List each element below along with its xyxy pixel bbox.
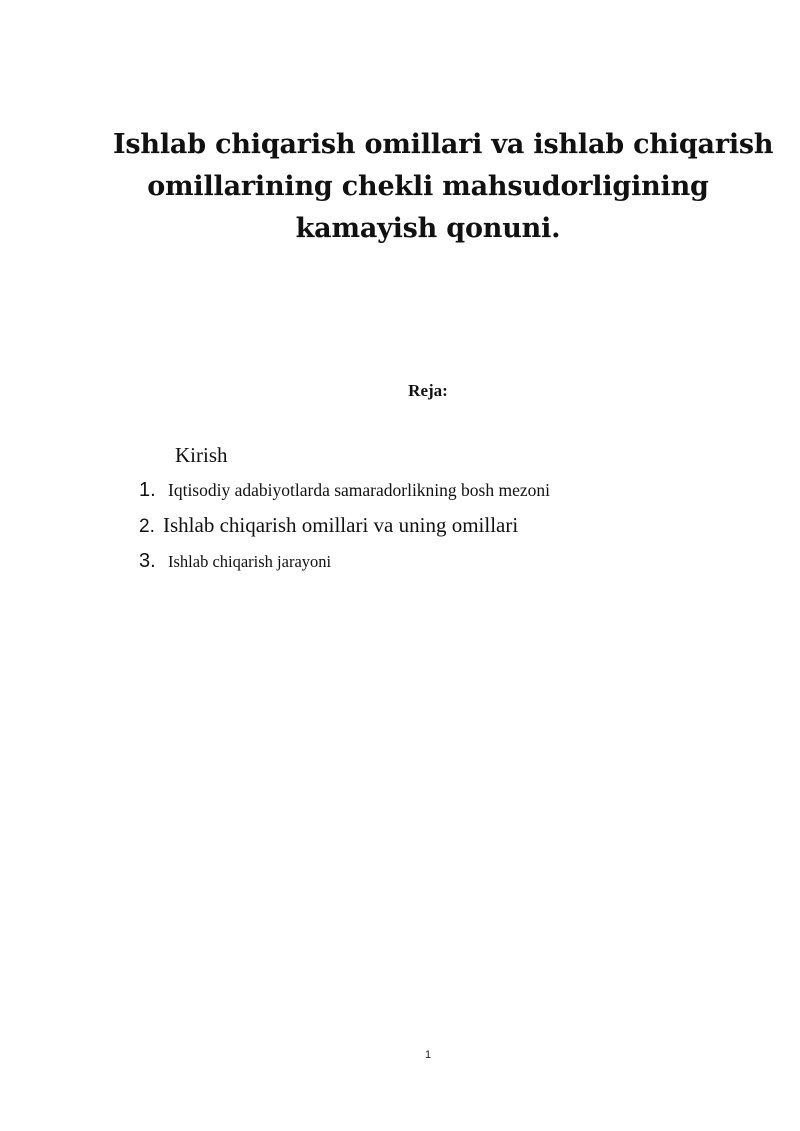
introduction-item: Kirish [175, 443, 228, 467]
title-line-2: omillarining chekli mahsudorligining [147, 171, 709, 202]
plan-item-text: Ishlab chiqarish jarayoni [168, 552, 332, 571]
document-title [113, 124, 774, 250]
plan-list-item [139, 550, 331, 573]
plan-item-number: 1. [139, 479, 156, 501]
plan-item-number: 2. [139, 516, 155, 537]
page-number: 1 [424, 1049, 432, 1061]
plan-item-text: Iqtisodiy adabiyotlarda samaradorlikning bosh mezoni [168, 480, 550, 500]
plan-item-number: 3. [139, 550, 156, 572]
plan-item-text: Ishlab chiqarish omillari va uning omillari [163, 513, 519, 537]
plan-heading: Reja: [408, 381, 448, 400]
title-line-1: Ishlab chiqarish omillari va ishlab chiqarish [113, 129, 774, 160]
title-line-3: kamayish qonuni. [295, 213, 561, 244]
plan-list-item [139, 513, 518, 538]
plan-list-item [139, 479, 550, 502]
